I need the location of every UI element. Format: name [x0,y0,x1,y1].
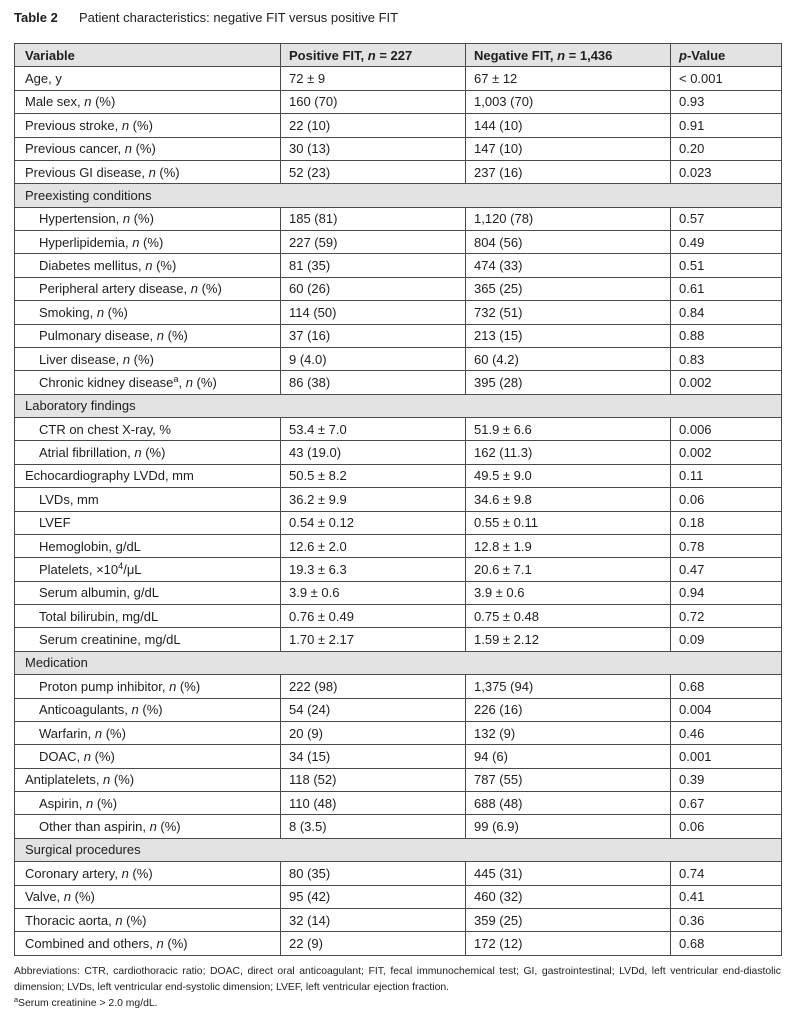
variable-cell [15,862,281,885]
positive-fit-cell: 52 (23) [281,160,466,183]
text-segment: (%) [128,865,153,881]
p-value-cell: 0.51 [671,254,782,277]
table-row [15,605,782,628]
positive-fit-cell: 114 (50) [281,301,466,324]
text-segment: CTR on chest X-ray, % [39,421,171,437]
table-row [15,885,782,908]
variable-cell [15,768,281,791]
positive-fit-cell: 36.2 ± 9.9 [281,488,466,511]
text-segment: (%) [93,795,118,811]
variable-cell [15,908,281,931]
positive-fit-cell: 0.54 ± 0.12 [281,511,466,534]
variable-cell [15,277,281,300]
text-segment: Previous stroke, [25,117,122,133]
text-segment: , [178,374,186,390]
variable-cell [15,488,281,511]
negative-fit-cell: 395 (28) [466,371,671,394]
positive-fit-cell: 81 (35) [281,254,466,277]
italic-symbol: n [124,141,132,157]
text-segment: LVDs, mm [39,491,99,507]
text-segment: Platelets, ×10 [39,561,119,577]
negative-fit-cell: 226 (16) [466,698,671,721]
text-segment: Antiplatelets, [25,772,104,788]
text-segment: (%) [104,304,128,320]
text-segment: (%) [129,117,153,133]
negative-fit-cell: 49.5 ± 9.0 [466,464,671,487]
positive-fit-cell: 22 (10) [281,114,466,137]
table-row [15,768,782,791]
text-segment: Previous GI disease, [25,164,149,180]
variable-cell [15,301,281,324]
negative-fit-cell: 688 (48) [466,792,671,815]
variable-cell [15,815,281,838]
italic-symbol: n [122,351,131,367]
patient-characteristics-table [14,43,782,956]
negative-fit-cell: 94 (6) [466,745,671,768]
variable-cell [15,441,281,464]
table-caption [14,9,398,26]
table-row [15,558,782,581]
italic-symbol: n [103,772,111,788]
text-segment: Other than aspirin, [39,819,150,835]
text-segment: Combined and others, [25,935,157,951]
italic-symbol: n [557,47,566,63]
table-row [15,792,782,815]
p-value-cell: 0.002 [671,371,782,394]
text-segment: (%) [138,702,163,718]
positive-fit-cell: 1.70 ± 2.17 [281,628,466,651]
text-segment: Smoking, [39,304,97,320]
positive-fit-cell: 185 (81) [281,207,466,230]
table-row [15,581,782,604]
variable-cell [15,90,281,113]
text-segment: (%) [122,912,147,928]
variable-cell [15,605,281,628]
text-segment: = 1,436 [565,47,613,63]
positive-fit-cell: 37 (16) [281,324,466,347]
variable-cell [15,67,281,90]
positive-fit-cell: 43 (19.0) [281,441,466,464]
text-segment: Serum albumin, g/dL [39,585,159,601]
italic-symbol: n [122,211,131,227]
text-segment: (%) [110,772,135,788]
italic-symbol: n [367,47,376,63]
table-row [15,90,782,113]
p-value-cell: 0.06 [671,488,782,511]
table-footer [14,964,781,1012]
variable-cell [15,137,281,160]
table-row [15,67,782,90]
negative-fit-cell: 460 (32) [466,885,671,908]
text-segment: Serum creatinine > 2.0 mg/dL. [18,998,158,1009]
text-segment: Coronary artery, [25,865,122,881]
negative-fit-cell: 20.6 ± 7.1 [466,558,671,581]
table-row [15,628,782,651]
negative-fit-cell: 1,120 (78) [466,207,671,230]
table-row [15,371,782,394]
superscript-marker: a [14,995,19,1005]
italic-symbol: n [185,374,193,390]
p-value-header [671,44,782,67]
superscript-marker: a [173,374,179,385]
positive-fit-cell: 34 (15) [281,745,466,768]
p-value-cell: 0.46 [671,721,782,744]
variable-cell [15,231,281,254]
italic-symbol: n [115,912,123,928]
positive-fit-cell: 30 (13) [281,137,466,160]
table-number: Table 2 [14,10,58,25]
text-segment: Hemoglobin, g/dL [39,538,141,554]
section-row [15,838,782,861]
variable-cell [15,207,281,230]
italic-symbol: n [121,865,129,881]
positive-fit-cell: 72 ± 9 [281,67,466,90]
negative-fit-cell: 67 ± 12 [466,67,671,90]
section-heading: Laboratory findings [15,394,782,417]
table-row [15,441,782,464]
positive-fit-cell: 19.3 ± 6.3 [281,558,466,581]
p-value-cell: 0.72 [671,605,782,628]
table-row [15,721,782,744]
italic-symbol: n [190,281,198,297]
text-segment: (%) [155,164,180,180]
p-value-cell: 0.49 [671,231,782,254]
text-segment: (%) [163,935,188,951]
table-row [15,488,782,511]
italic-symbol: n [63,889,72,905]
variable-cell [15,534,281,557]
section-row [15,651,782,674]
positive-fit-cell: 110 (48) [281,792,466,815]
text-segment: Atrial fibrillation, [39,445,135,461]
text-segment: Proton pump inhibitor, [39,678,170,694]
variable-cell [15,698,281,721]
variable-cell [15,160,281,183]
negative-fit-cell: 1,375 (94) [466,675,671,698]
table-row [15,675,782,698]
variable-cell [15,114,281,137]
p-value-cell: 0.74 [671,862,782,885]
negative-fit-cell: 1.59 ± 2.12 [466,628,671,651]
p-value-cell: 0.06 [671,815,782,838]
text-segment: (%) [192,374,217,390]
table-head [15,44,782,67]
p-value-cell: 0.61 [671,277,782,300]
section-heading: Medication [15,651,782,674]
p-value-cell: 0.001 [671,745,782,768]
positive-fit-cell: 32 (14) [281,908,466,931]
negative-fit-cell: 162 (11.3) [466,441,671,464]
text-segment: Variable [25,47,75,63]
p-value-cell: 0.93 [671,90,782,113]
table-row [15,114,782,137]
italic-symbol: p [679,47,687,63]
italic-symbol: n [148,164,156,180]
table-row [15,347,782,370]
positive-fit-cell: 86 (38) [281,371,466,394]
text-segment: (%) [130,351,154,367]
table-row [15,745,782,768]
text-segment: Warfarin, [39,725,95,741]
negative-fit-cell: 172 (12) [466,932,671,955]
section-heading: Preexisting conditions [15,184,782,207]
table-row [15,908,782,931]
table-row [15,418,782,441]
p-value-cell: 0.83 [671,347,782,370]
variable-cell [15,464,281,487]
text-segment: = 227 [375,47,413,63]
p-value-cell: 0.004 [671,698,782,721]
section-row [15,394,782,417]
variable-cell [15,745,281,768]
italic-symbol: n [169,678,177,694]
table-row [15,932,782,955]
table-row [15,698,782,721]
header-row [15,44,782,67]
variable-cell [15,792,281,815]
section-row [15,184,782,207]
text-segment: Male sex, [25,94,85,110]
italic-symbol: n [132,234,140,250]
positive-fit-cell: 3.9 ± 0.6 [281,581,466,604]
footnote [14,996,781,1012]
text-segment: (%) [176,678,201,694]
italic-symbol: n [156,935,164,951]
positive-fit-cell: 22 (9) [281,932,466,955]
positive-fit-cell: 118 (52) [281,768,466,791]
positive-fit-cell: 60 (26) [281,277,466,300]
variable-header [15,44,281,67]
p-value-cell: 0.68 [671,932,782,955]
table-row [15,277,782,300]
variable-cell [15,885,281,908]
positive-fit-cell: 50.5 ± 8.2 [281,464,466,487]
variable-cell [15,721,281,744]
text-segment: Echocardiography LVDd, mm [25,468,194,484]
text-segment: -Value [686,47,726,63]
p-value-cell: 0.002 [671,441,782,464]
table-row [15,207,782,230]
italic-symbol: n [134,445,142,461]
text-segment: Age, y [25,71,62,87]
text-segment: Aspirin, [39,795,86,811]
p-value-cell: 0.41 [671,885,782,908]
negative-fit-cell: 60 (4.2) [466,347,671,370]
negative-fit-cell: 132 (9) [466,721,671,744]
italic-symbol: n [121,117,130,133]
variable-cell [15,371,281,394]
italic-symbol: n [85,795,94,811]
negative-fit-cell: 804 (56) [466,231,671,254]
italic-symbol: n [84,94,92,110]
italic-symbol: n [145,258,153,274]
text-segment: /μL [123,561,142,577]
abbreviations-note: Abbreviations: CTR, cardiothoracic ratio; DOAC, direct oral anticoagulant; FIT, fecal immunochemical test; GI, gastrointestinal; LVDd, left ventricular end-diastolic dimension; LVDs, left ventricular end-systolic dimension; LVEF, left ventricular ejection fraction. [14,966,781,993]
p-value-cell: 0.023 [671,160,782,183]
p-value-cell: 0.78 [671,534,782,557]
negative-fit-cell: 365 (25) [466,277,671,300]
table-body [15,67,782,955]
negative-fit-cell: 732 (51) [466,301,671,324]
table-row [15,301,782,324]
variable-cell [15,581,281,604]
variable-cell [15,932,281,955]
negative-fit-cell: 359 (25) [466,908,671,931]
table-row [15,815,782,838]
text-segment: LVEF [39,515,71,531]
table-row [15,231,782,254]
positive-fit-cell: 227 (59) [281,231,466,254]
p-value-cell: 0.39 [671,768,782,791]
negative-fit-cell: 0.75 ± 0.48 [466,605,671,628]
negative-fit-cell: 1,003 (70) [466,90,671,113]
variable-cell [15,511,281,534]
p-value-cell: 0.47 [671,558,782,581]
p-value-cell: 0.20 [671,137,782,160]
positive-fit-cell: 54 (24) [281,698,466,721]
italic-symbol: n [131,702,139,718]
text-segment: (%) [130,211,154,227]
negative-fit-cell: 3.9 ± 0.6 [466,581,671,604]
variable-cell [15,675,281,698]
negative-fit-cell: 237 (16) [466,160,671,183]
table-title: Patient characteristics: negative FIT versus positive FIT [79,10,399,25]
p-value-cell: 0.88 [671,324,782,347]
variable-cell [15,418,281,441]
text-segment: Serum creatinine, mg/dL [39,632,181,648]
text-segment: (%) [91,748,115,764]
negative-fit-cell: 213 (15) [466,324,671,347]
italic-symbol: n [156,328,165,344]
p-value-cell: 0.91 [671,114,782,137]
text-segment: Chronic kidney disease [39,374,174,390]
table-row [15,137,782,160]
negative-fit-cell: 787 (55) [466,768,671,791]
text-segment: (%) [197,281,222,297]
text-segment: Thoracic aorta, [25,912,116,928]
negative-fit-cell: 99 (6.9) [466,815,671,838]
variable-cell [15,347,281,370]
positive-fit-cell: 20 (9) [281,721,466,744]
positive-fit-cell: 9 (4.0) [281,347,466,370]
text-segment: Hypertension, [39,211,123,227]
text-segment: (%) [71,889,95,905]
positive-fit-cell: 12.6 ± 2.0 [281,534,466,557]
p-value-cell: 0.09 [671,628,782,651]
positive-fit-cell: 53.4 ± 7.0 [281,418,466,441]
text-segment: (%) [152,258,177,274]
p-value-cell: 0.94 [671,581,782,604]
text-segment: (%) [164,328,188,344]
text-segment: Peripheral artery disease, [39,281,191,297]
text-segment: Liver disease, [39,351,123,367]
positive-fit-cell: 0.76 ± 0.49 [281,605,466,628]
table-row [15,534,782,557]
text-segment: Valve, [25,889,64,905]
italic-symbol: n [94,725,103,741]
variable-cell [15,324,281,347]
positive-fit-cell: 8 (3.5) [281,815,466,838]
table-row [15,160,782,183]
section-heading: Surgical procedures [15,838,782,861]
italic-symbol: n [149,819,157,835]
text-segment: (%) [131,141,156,157]
negative-fit-cell: 445 (31) [466,862,671,885]
text-segment: Pulmonary disease, [39,328,157,344]
text-segment: (%) [141,445,166,461]
positive-fit-header [281,44,466,67]
table-row [15,254,782,277]
text-segment: Anticoagulants, [39,702,132,718]
positive-fit-cell: 80 (35) [281,862,466,885]
p-value-cell: 0.57 [671,207,782,230]
text-segment: Hyperlipidemia, [39,234,133,250]
table-row [15,464,782,487]
positive-fit-cell: 160 (70) [281,90,466,113]
superscript-marker: 4 [118,561,124,572]
text-segment: DOAC, [39,748,84,764]
text-segment: Previous cancer, [25,141,125,157]
negative-fit-cell: 147 (10) [466,137,671,160]
text-segment: (%) [139,234,164,250]
negative-fit-cell: 51.9 ± 6.6 [466,418,671,441]
text-segment: (%) [102,725,126,741]
p-value-cell: 0.18 [671,511,782,534]
italic-symbol: n [96,304,105,320]
p-value-cell: 0.68 [671,675,782,698]
negative-fit-cell: 34.6 ± 9.8 [466,488,671,511]
p-value-cell: 0.84 [671,301,782,324]
table-row [15,862,782,885]
variable-cell [15,628,281,651]
text-segment: Total bilirubin, mg/dL [39,608,159,624]
negative-fit-cell: 474 (33) [466,254,671,277]
p-value-cell: 0.36 [671,908,782,931]
negative-fit-cell: 0.55 ± 0.11 [466,511,671,534]
variable-cell [15,254,281,277]
text-segment: (%) [156,819,181,835]
italic-symbol: n [83,748,92,764]
negative-fit-cell: 12.8 ± 1.9 [466,534,671,557]
text-segment: Positive FIT, [289,47,368,63]
positive-fit-cell: 222 (98) [281,675,466,698]
text-segment: (%) [91,94,116,110]
positive-fit-cell: 95 (42) [281,885,466,908]
p-value-cell: 0.11 [671,464,782,487]
text-segment: Negative FIT, [474,47,558,63]
p-value-cell: < 0.001 [671,67,782,90]
text-segment: Diabetes mellitus, [39,258,146,274]
negative-fit-cell: 144 (10) [466,114,671,137]
p-value-cell: 0.67 [671,792,782,815]
p-value-cell: 0.006 [671,418,782,441]
table-row [15,324,782,347]
negative-fit-header [466,44,671,67]
table-row [15,511,782,534]
variable-cell [15,558,281,581]
